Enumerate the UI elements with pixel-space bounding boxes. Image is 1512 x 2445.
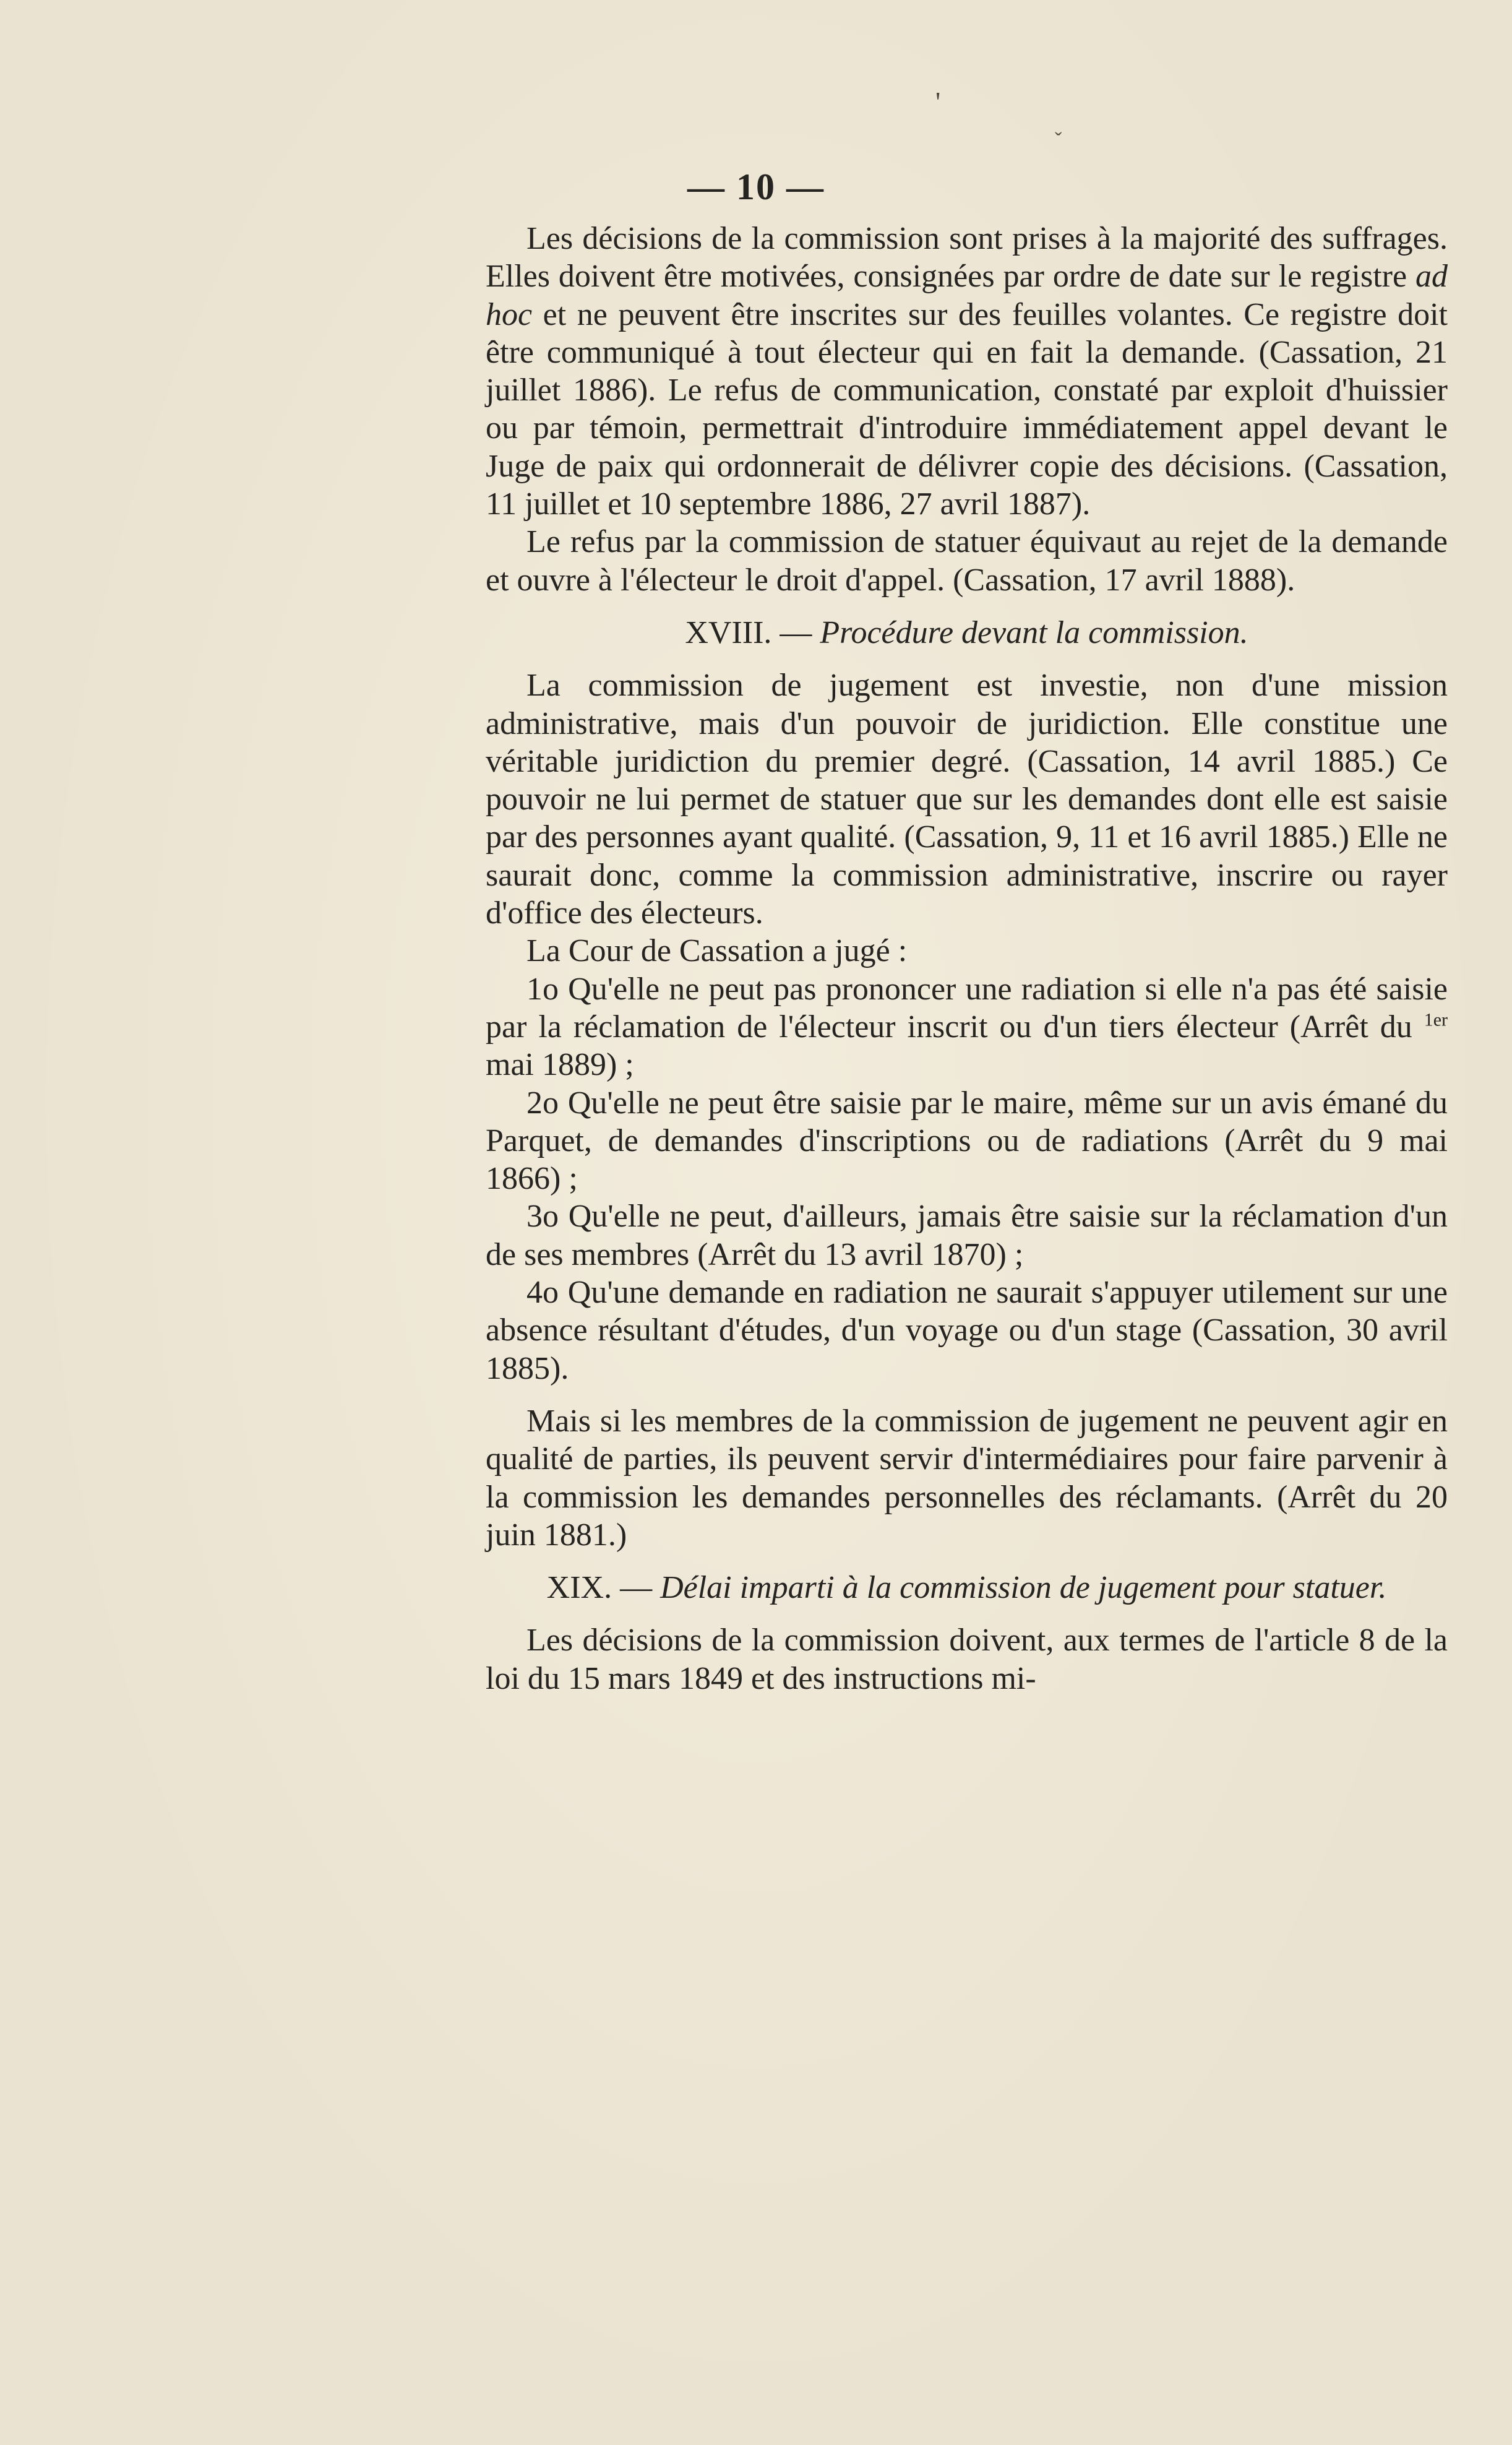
section-heading-xviii bbox=[486, 614, 1448, 652]
list-ordinal: 3o bbox=[526, 1199, 559, 1235]
paragraph-refus-statuer: Le refus par la commission de statuer équivaut au rejet de la demande et ouvre à l'électeur le droit d'appel. (Cassation, 17 avril 1888). bbox=[486, 524, 1448, 598]
list-ordinal: 2o bbox=[526, 1085, 559, 1121]
ink-speck: ˇ bbox=[1055, 129, 1062, 152]
list-item-3 bbox=[486, 1197, 1448, 1274]
italic-phrase: ad hoc bbox=[486, 259, 1448, 332]
paragraph-text-a: Les décisions de la commission sont prises à la majorité des suffrages. Elles doivent être motivées, consignées par ordre de date sur le registre ad hoc et ne peuvent être inscrites sur des feuilles volantes. Ce registre doit être communiqué à tout électeur qui en fait la demande. (Cassation, 21 juillet 1886). Le refus de communication, constaté par exploit d'huissier ou par témoin, permettrait d'introduire immédiatement appel devant le Juge de paix qui ordonnerait de délivrer copie des décisions. (Cassation, 11 juillet et 10 septembre 1886, 27 avril 1887). bbox=[486, 221, 1448, 522]
list-ordinal: 4o bbox=[526, 1275, 559, 1311]
list-text: Qu'elle ne peut, d'ailleurs, jamais être saisie sur la réclamation d'un de ses membres (Arrêt du 13 avril 1870) ; bbox=[486, 1199, 1448, 1272]
list-text: Qu'elle ne peut être saisie par le maire, même sur un avis émané du Parquet, de demandes d'inscriptions ou de radiations (Arrêt du 9 mai 1866) ; bbox=[486, 1085, 1448, 1197]
section-title: Délai imparti à la commission de jugement pour statuer. bbox=[660, 1570, 1387, 1606]
paragraph-juridiction: La commission de jugement est investie, non d'une mission administrative, mais d'un pouvoir de juridiction. Elle constitue une véritable juridiction du premier degré. (Cassation, 14 avril 1885.) Ce pouvoir ne lui permet de statuer que sur les demandes dont elle est saisie par des personnes ayant qualité. (Cassation, 9, 11 et 16 avril 1885.) Elle ne saurait donc, comme la commission administrative, inscrire ou rayer d'office des électeurs. bbox=[486, 668, 1448, 931]
body-text bbox=[486, 220, 1448, 1697]
list-item-2 bbox=[486, 1084, 1448, 1198]
list-item-1 bbox=[486, 970, 1448, 1084]
superscript-ordinal: 1er bbox=[1424, 1009, 1448, 1030]
list-text: Qu'une demande en radiation ne saurait s'appuyer utilement sur une absence résultant d'études, d'un voyage ou d'un stage (Cassation, 30 avril 1885). bbox=[486, 1275, 1448, 1386]
list-item-4 bbox=[486, 1274, 1448, 1387]
page-number: — 10 — bbox=[687, 166, 825, 207]
section-title: Procédure devant la commission. bbox=[820, 614, 1248, 650]
paragraph-cour-cassation: La Cour de Cassation a jugé : bbox=[526, 933, 908, 969]
section-number: XIX. — bbox=[546, 1570, 653, 1606]
list-text-continued: mai 1889) ; bbox=[486, 1047, 634, 1083]
ink-speck: ' bbox=[935, 86, 941, 118]
paragraph-intermediaires: Mais si les membres de la commission de jugement ne peuvent agir en qualité de parties, ils peuvent servir d'intermédiaires pour faire parvenir à la commission les demandes personnelles des réclamants. (Arrêt du 20 juin 1881.) bbox=[486, 1403, 1448, 1553]
list-text: Qu'elle ne peut pas prononcer une radiation si elle n'a pas été saisie par la réclamation de l'électeur inscrit ou d'un tiers électeur (Arrêt du bbox=[486, 971, 1448, 1045]
list-ordinal: 1o bbox=[526, 971, 559, 1007]
section-number: XVIII. — bbox=[685, 614, 812, 650]
section-heading-xix bbox=[486, 1569, 1448, 1606]
paragraph-decisions-majority bbox=[486, 220, 1448, 523]
paragraph-article-8: Les décisions de la commission doivent, aux termes de l'article 8 de la loi du 15 mars 1849 et des instructions mi- bbox=[486, 1623, 1448, 1696]
